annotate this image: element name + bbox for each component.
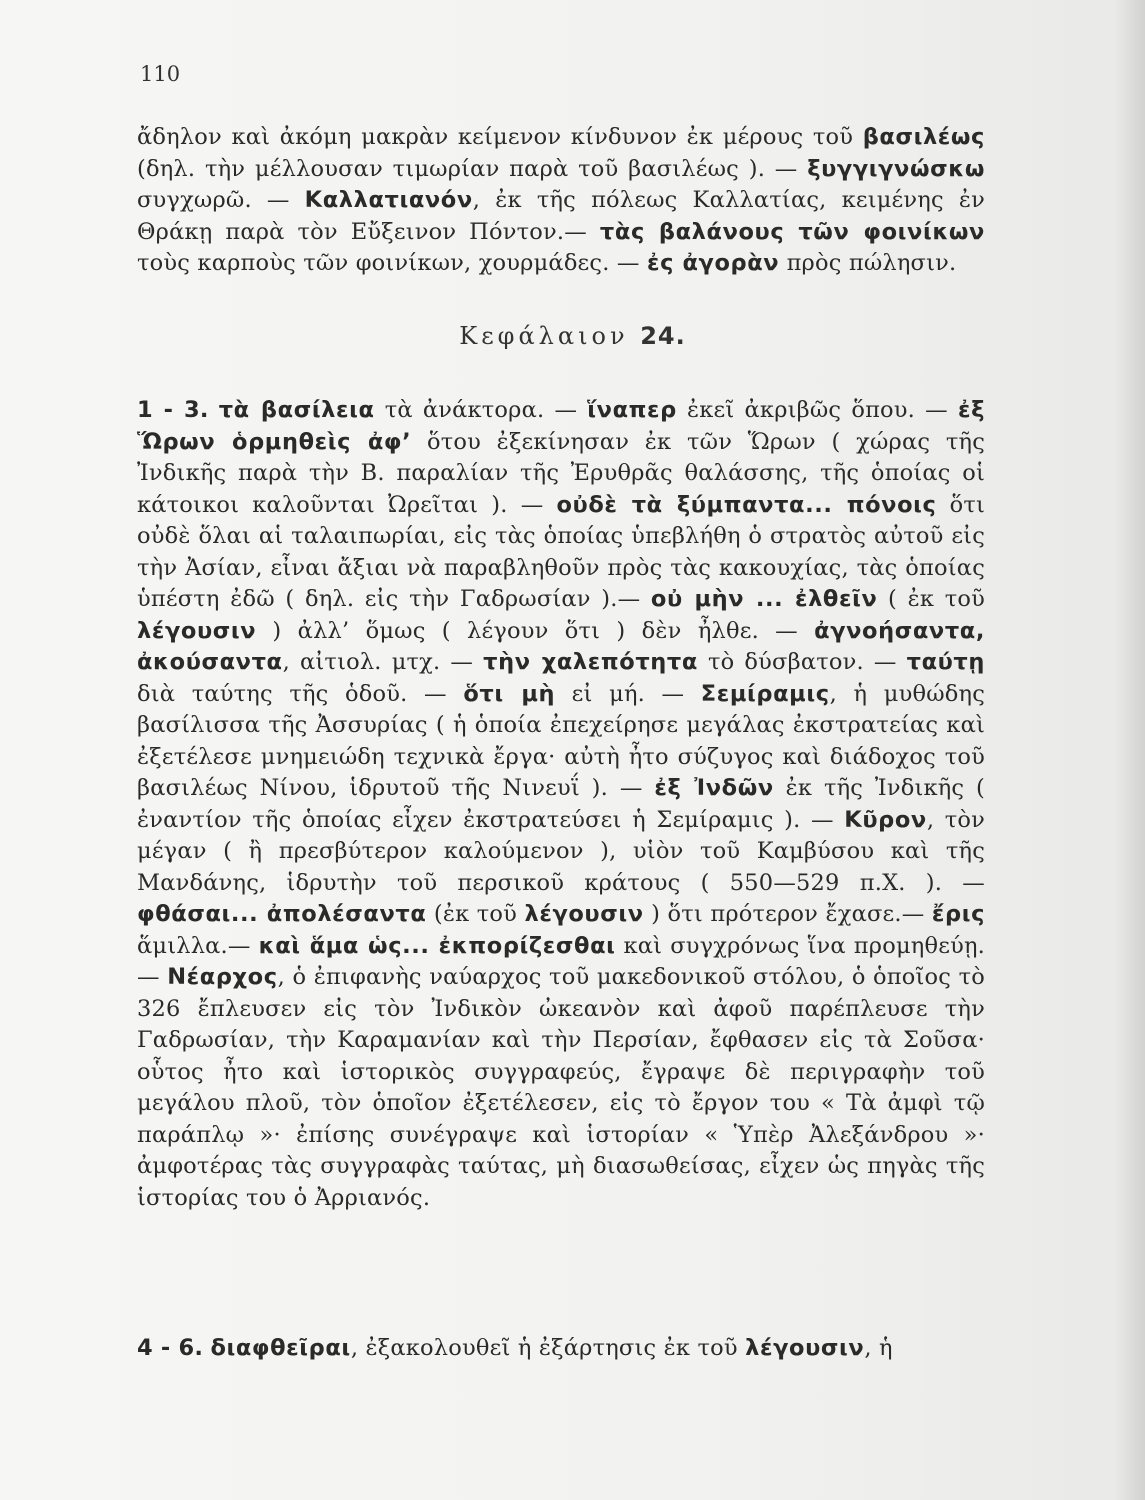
lemma: λέγουσιν xyxy=(137,617,257,644)
text-run: ) ὅτι πρότερον ἔχασε.— xyxy=(643,901,932,927)
text-run xyxy=(209,397,219,423)
lemma: τὰς βαλάνους τῶν φοινίκων xyxy=(599,218,985,245)
lemma: Νέαρχος xyxy=(167,964,278,990)
text-run: , ἡ xyxy=(864,1335,893,1361)
lemma: ἔρις xyxy=(931,901,986,927)
lemma: φθάσαι... ἀπολέσαντα xyxy=(137,901,427,927)
lemma: ἐξ Ὥρων ὁρμηθεὶς ἀφ’ xyxy=(137,397,985,455)
lemma: Κῦρον xyxy=(844,806,927,833)
text-run: (δηλ. τὴν μέλλουσαν τιμωρίαν παρὰ τοῦ βασιλέως ). — xyxy=(137,155,808,182)
text-run: ( ἐκ τοῦ xyxy=(877,586,986,612)
text-run: τὸ δύσβατον. — xyxy=(697,649,907,675)
text-run: , αἰτιολ. μτχ. — xyxy=(282,649,484,675)
text-run: πρὸς πώλησιν. xyxy=(779,250,957,276)
text-run: (ἐκ τοῦ xyxy=(426,901,525,927)
lemma: τὴν χαλεπότητα xyxy=(483,649,698,675)
text-run: ὅτου ἐξεκίνησαν ἐκ τῶν Ὥρων ( χώρας τῆς Ἰνδικῆς παρὰ τὴν Β. παραλίαν τῆς Ἐρυθρᾶς θαλάσσης, τῆς ὁποίας οἱ κάτοικοι καλοῦνται Ὠρεῖται ). — xyxy=(137,428,985,518)
lemma: τὰ βασίλεια xyxy=(218,397,375,423)
chapter-heading-number: 24. xyxy=(640,322,686,350)
section-number: 1 - 3. xyxy=(137,397,209,423)
page-number: 110 xyxy=(140,62,181,86)
lemma: Σεμίραμις xyxy=(700,680,830,707)
lemma: λέγουσιν xyxy=(745,1335,865,1361)
lemma: ἵναπερ xyxy=(587,397,677,423)
text-run: , ἐκ τῆς πόλεως Καλλατίας, κειμένης ἐν Θράκῃ παρὰ τὸν Εὔξεινον Πόντον.— xyxy=(137,187,985,245)
lemma: ἀγνοήσαντα, ἀκούσαντα xyxy=(137,617,985,675)
paragraph-sections-1-3 xyxy=(137,395,985,1214)
text-run: καὶ συγχρόνως ἵνα προμηθεύῃ. — xyxy=(137,932,985,990)
text-run: , τὸν μέγαν ( ἢ πρεσβύτερον καλούμενον ), υἱὸν τοῦ Καμβύσου καὶ τῆς Μανδάνης, ἱδρυτὴν τοῦ περσικοῦ κράτους ( 550—529 π.Χ. ). — xyxy=(137,806,985,896)
text-run: ) ἀλλ’ ὅμως ( λέγουν ὅτι ) δὲν ἦλθε. — xyxy=(256,617,815,644)
chapter-heading xyxy=(0,322,1145,350)
text-run: , ἐξακολουθεῖ ἡ ἐξάρτησις ἐκ τοῦ xyxy=(350,1335,746,1361)
lemma: Καλλατιανόν xyxy=(304,187,473,213)
lemma: ἐξ Ἰνδῶν xyxy=(654,775,774,801)
text-run: συγχωρῶ. — xyxy=(137,187,305,213)
chapter-heading-word: Κεφάλαιον xyxy=(459,322,629,350)
text-run: , ἡ μυθώδης βασίλισσα τῆς Ἀσσυρίας ( ἡ ὁποία ἐπεχείρησε μεγάλας ἐκστρατείας καὶ ἐξετέλεσε μνημειώδη τεχνικὰ ἔργα· αὐτὴ ἦτο σύζυγος καὶ διάδοχος τοῦ βασιλέως Νίνου, ἱδρυτοῦ τῆς Νινευΐ ). — xyxy=(137,680,986,801)
lemma: διαφθεῖραι xyxy=(210,1335,351,1361)
text-run: ἅμιλλα.— xyxy=(137,932,259,959)
text-run: ἐκεῖ ἀκριβῶς ὅπου. — xyxy=(676,397,958,423)
text-run: διὰ ταύτης τῆς ὁδοῦ. — xyxy=(137,680,464,707)
lemma: ὅτι μὴ xyxy=(463,680,556,707)
text-run: ὅτι οὐδὲ ὅλαι αἱ ταλαιπωρίαι, εἰς τὰς ὁποίας ὑπεβλήθη ὁ στρατὸς αὐτοῦ εἰς τὴν Ἀσίαν, εἶναι ἄξιαι νὰ παραβληθοῦν πρὸς τὰς κακουχίας, τὰς ὁποίας ὑπέστη ἐδῶ ( δηλ. εἰς τὴν Γαδρωσίαν ).— xyxy=(137,491,985,612)
text-run: ἄδηλον καὶ ἀκόμη μακρὰν κείμενον κίνδυνον ἐκ μέρους τοῦ xyxy=(137,124,863,150)
text-run: ἐκ τῆς Ἰνδικῆς ( ἐναντίον τῆς ὁποίας εἶχεν ἐκστρατεύσει ἡ Σεμίραμις ). — xyxy=(137,775,985,833)
lemma: ἐς ἀγορὰν xyxy=(646,250,780,276)
page-edge-shadow xyxy=(1115,0,1145,1500)
text-run: , ὁ ἐπιφανὴς ναύαρχος τοῦ μακεδονικοῦ στόλου, ὁ ὁποῖος τὸ 326 ἔπλευσεν εἰς τὸν Ἰνδικὸν ὠκεανὸν καὶ ἀφοῦ παρέπλευσε τὴν Γαδρωσίαν, τὴν Καραμανίαν καὶ τὴν Περσίαν, ἔφθασεν εἰς τὰ Σοῦσα· οὗτος ἦτο καὶ ἱστορικὸς συγγραφεύς, ἔγραψε δὲ περιγραφὴν τοῦ μεγάλου πλοῦ, τὸν ὁποῖον ἐξετέλεσεν, εἰς τὸ ἔργον του « Τὰ ἀμφὶ τῷ παράπλῳ »· ἐπίσης συνέγραψε καὶ ἱστορίαν « Ὑπὲρ Ἀλεξάνδρου »· ἀμφοτέρας τὰς συγγραφὰς ταύτας, μὴ διασωθείσας, εἶχεν ὡς πηγὰς τῆς ἱστορίας του ὁ Ἀρριανός. xyxy=(137,964,985,1211)
lemma: βασιλέως xyxy=(862,124,985,150)
paragraph-top xyxy=(137,122,985,280)
lemma: οὐδὲ τὰ ξύμπαντα... πόνοις xyxy=(556,491,937,518)
lemma: οὐ μὴν ... ἐλθεῖν xyxy=(650,586,878,612)
lemma: ταύτῃ xyxy=(906,649,985,675)
section-number: 4 - 6. xyxy=(137,1335,204,1361)
lemma: λέγουσιν xyxy=(524,901,644,927)
text-run: τοὺς καρποὺς τῶν φοινίκων, χουρμάδες. — xyxy=(137,250,647,276)
text-run: τὰ ἀνάκτορα. — xyxy=(374,397,588,423)
text-run: εἰ μή. — xyxy=(555,680,701,707)
lemma: ξυγγιγνώσκω xyxy=(807,155,985,182)
paragraph-sections-4-6 xyxy=(137,1333,985,1365)
lemma: καὶ ἅμα ὡς... ἐκπορίζεσθαι xyxy=(258,932,616,959)
